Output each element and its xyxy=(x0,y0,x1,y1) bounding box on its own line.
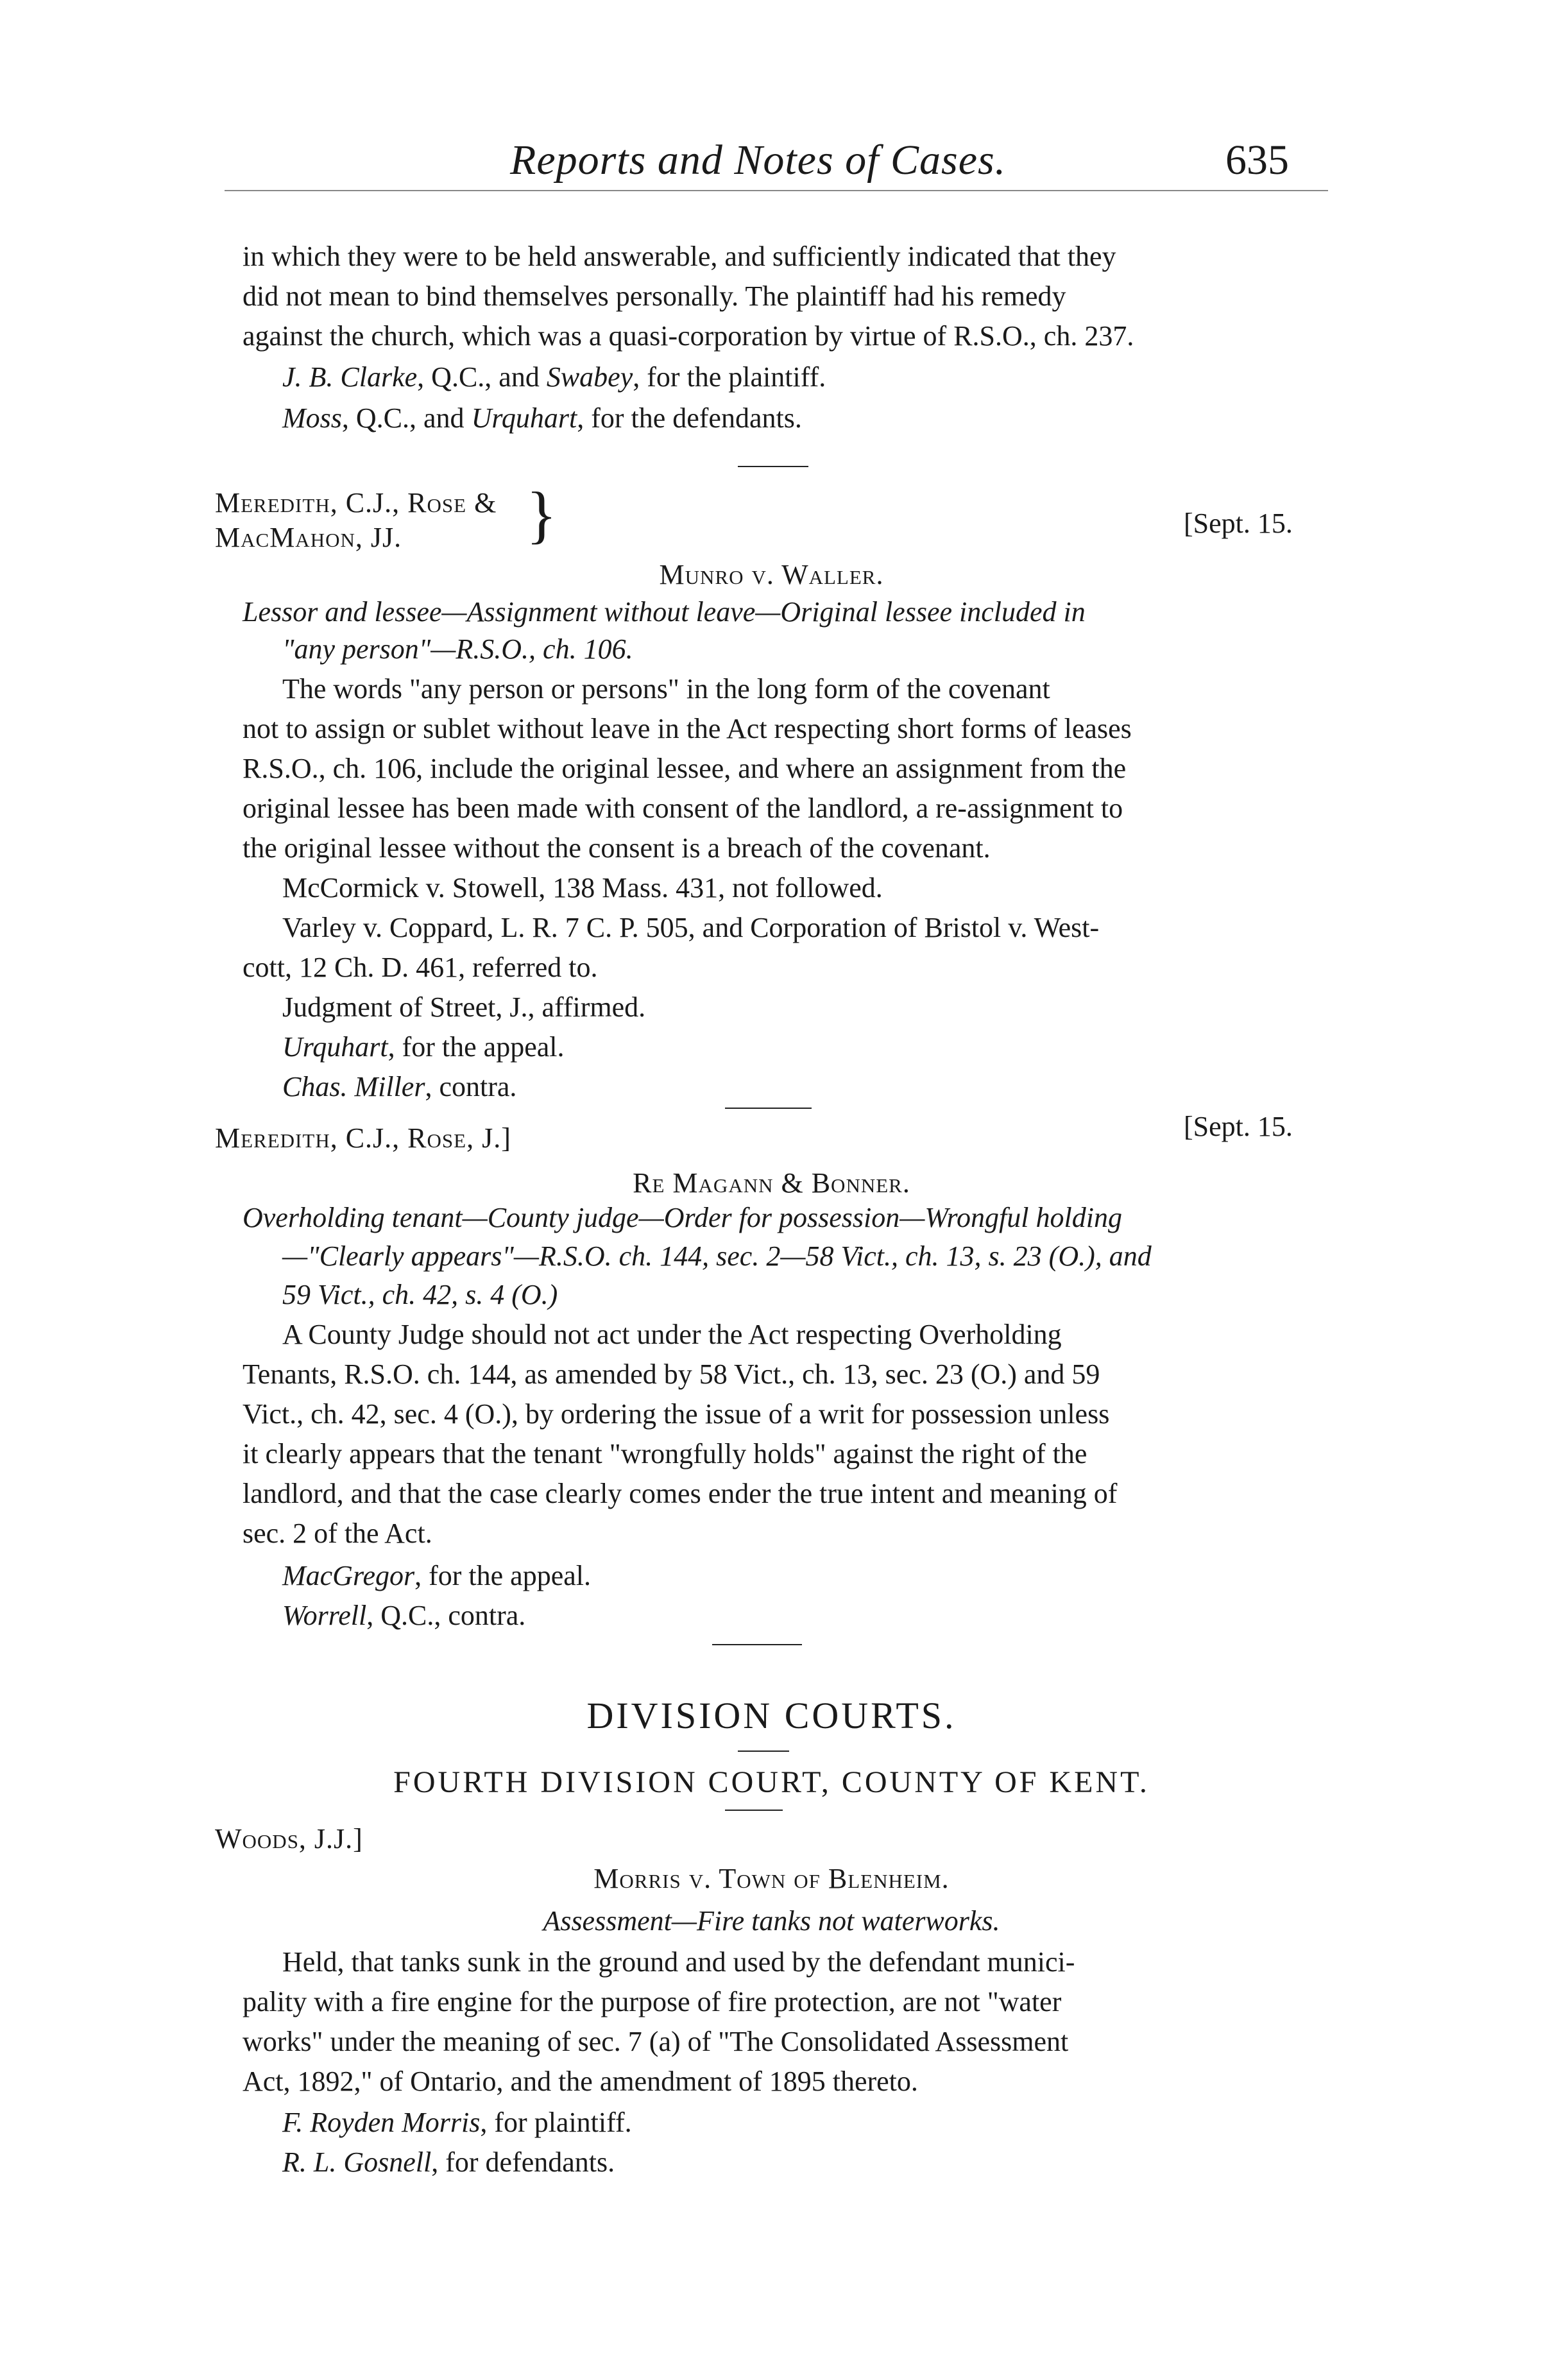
case-date: [Sept. 15. xyxy=(1184,1111,1293,1142)
headnote-line: —"Clearly appears"—R.S.O. ch. 144, sec. 2—58 Vict., ch. 13, s. 23 (O.), and xyxy=(282,1240,1152,1272)
counsel-line: Worrell, Q.C., contra. xyxy=(282,1600,526,1631)
carryover-line: in which they were to be held answerable, and sufficiently indicated that they xyxy=(243,241,1116,272)
bench-line: Meredith, C.J., Rose & xyxy=(215,487,497,518)
counsel-line: R. L. Gosnell, for defendants. xyxy=(282,2146,615,2178)
counsel-name: Moss xyxy=(282,402,342,434)
body-line: pality with a fire engine for the purpose of fire protection, are not "water xyxy=(243,1986,1062,2017)
counsel-name: Chas. Miller xyxy=(282,1071,425,1102)
separator-rule xyxy=(712,1644,802,1645)
counsel-name: R. L. Gosnell xyxy=(282,2146,432,2178)
body-line: Vict., ch. 42, sec. 4 (O.), by ordering the issue of a writ for possession unless xyxy=(243,1398,1110,1430)
separator-rule xyxy=(725,1108,812,1109)
headnote-line: Overholding tenant—County judge—Order for possession—Wrongful holding xyxy=(243,1202,1122,1233)
header-rule xyxy=(225,190,1328,191)
counsel-line: F. Royden Morris, for plaintiff. xyxy=(282,2107,632,2138)
headnote-line: "any person"—R.S.O., ch. 106. xyxy=(282,633,633,665)
headnote-line: Assessment—Fire tanks not waterworks. xyxy=(543,1905,1000,1937)
case-title: Re Magann & Bonner. xyxy=(633,1167,910,1199)
counsel-line: Moss, Q.C., and Urquhart, for the defendants. xyxy=(282,402,802,434)
bench-line: Woods, J.J.] xyxy=(215,1823,363,1854)
separator-rule xyxy=(738,1751,789,1752)
body-line: original lessee has been made with consent of the landlord, a re-assignment to xyxy=(243,792,1123,824)
counsel-line: Urquhart, for the appeal. xyxy=(282,1031,565,1063)
citation-line: Varley v. Coppard, L. R. 7 C. P. 505, and Corporation of Bristol v. West- xyxy=(282,912,1100,943)
carryover-line: did not mean to bind themselves personally. The plaintiff had his remedy xyxy=(243,280,1066,312)
body-line: R.S.O., ch. 106, include the original lessee, and where an assignment from the xyxy=(243,753,1127,784)
separator-rule xyxy=(725,1810,783,1811)
case-date: [Sept. 15. xyxy=(1184,508,1293,539)
court-heading: FOURTH DIVISION COURT, COUNTY OF KENT. xyxy=(393,1765,1150,1799)
counsel-name: J. B. Clarke xyxy=(282,361,418,393)
body-line: it clearly appears that the tenant "wrongfully holds" against the right of the xyxy=(243,1438,1087,1469)
case-title: Munro v. Waller. xyxy=(659,559,884,590)
bench-brace: } xyxy=(526,479,557,550)
citation-line: cott, 12 Ch. D. 461, referred to. xyxy=(243,952,598,983)
body-line: Held, that tanks sunk in the ground and used by the defendant munici- xyxy=(282,1946,1075,1978)
counsel-line: Chas. Miller, contra. xyxy=(282,1071,517,1102)
body-line: A County Judge should not act under the Act respecting Overholding xyxy=(282,1319,1062,1350)
case-title: Morris v. Town of Blenheim. xyxy=(593,1863,950,1894)
citation-line: McCormick v. Stowell, 138 Mass. 431, not followed. xyxy=(282,872,883,903)
section-heading: DIVISION COURTS. xyxy=(586,1695,957,1736)
counsel-line: J. B. Clarke, Q.C., and Swabey, for the plaintiff. xyxy=(282,361,826,393)
counsel-name: F. Royden Morris xyxy=(282,2107,481,2138)
body-line: the original lessee without the consent is a breach of the covenant. xyxy=(243,832,991,864)
body-line: Tenants, R.S.O. ch. 144, as amended by 58 Vict., ch. 13, sec. 23 (O.) and 59 xyxy=(243,1358,1100,1390)
separator-rule xyxy=(738,466,808,467)
body-line: landlord, and that the case clearly comes ender the true intent and meaning of xyxy=(243,1478,1118,1509)
running-title: Reports and Notes of Cases. xyxy=(510,137,1007,184)
judgment-line: Judgment of Street, J., affirmed. xyxy=(282,991,646,1023)
counsel-name: Urquhart xyxy=(471,402,577,434)
carryover-line: against the church, which was a quasi-corporation by virtue of R.S.O., ch. 237. xyxy=(243,320,1134,352)
bench-line: Meredith, C.J., Rose, J.] xyxy=(215,1122,511,1154)
counsel-name: Swabey xyxy=(546,361,633,393)
counsel-line: MacGregor, for the appeal. xyxy=(282,1560,591,1591)
headnote-line: Lessor and lessee—Assignment without leave—Original lessee included in xyxy=(243,596,1086,628)
page-number: 635 xyxy=(1225,137,1289,184)
counsel-name: MacGregor xyxy=(282,1560,415,1591)
body-line: The words "any person or persons" in the long form of the covenant xyxy=(282,673,1050,705)
counsel-name: Urquhart xyxy=(282,1031,388,1063)
body-line: sec. 2 of the Act. xyxy=(243,1518,432,1549)
body-line: Act, 1892," of Ontario, and the amendment of 1895 thereto. xyxy=(243,2066,918,2097)
counsel-name: Worrell xyxy=(282,1600,367,1631)
headnote-line: 59 Vict., ch. 42, s. 4 (O.) xyxy=(282,1279,558,1310)
bench-line: MacMahon, JJ. xyxy=(215,522,402,553)
body-line: not to assign or sublet without leave in the Act respecting short forms of leases xyxy=(243,713,1132,744)
body-line: works" under the meaning of sec. 7 (a) of "The Consolidated Assessment xyxy=(243,2026,1069,2057)
